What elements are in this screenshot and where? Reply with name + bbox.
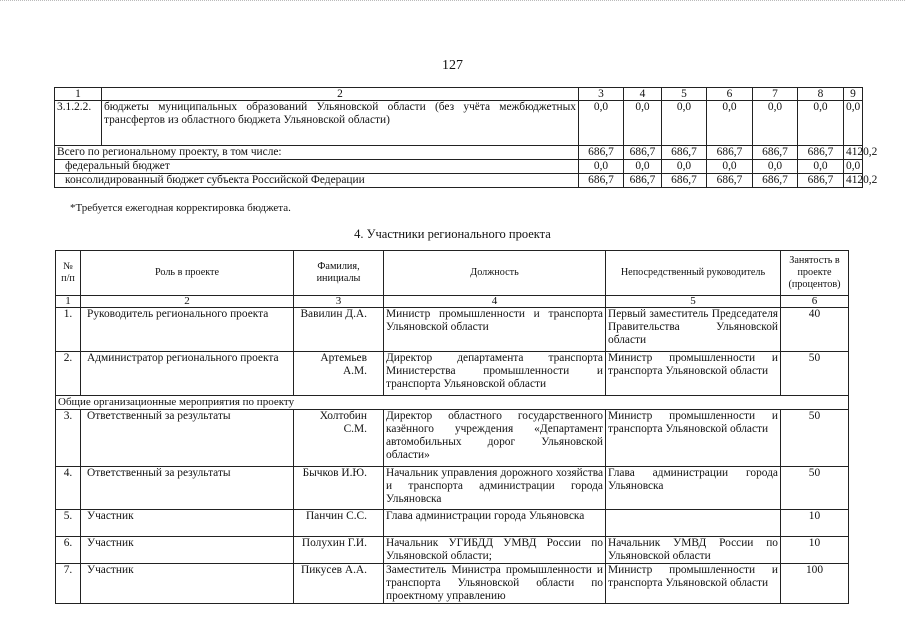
participants-number-cell: 3	[294, 296, 384, 308]
budget-value-cell: 0,0	[579, 101, 624, 146]
budget-header-cell: 5	[662, 88, 707, 101]
participant-name: Панчин С.С.	[294, 510, 384, 537]
participant-name: Холтобин С.М.	[294, 410, 384, 467]
participant-employment: 100	[781, 564, 849, 604]
budget-value-cell: 0,0	[844, 160, 863, 174]
budget-row	[55, 160, 863, 174]
participant-name: Пикусев А.А.	[294, 564, 384, 604]
footnote: *Требуется ежегодная корректировка бюджета.	[70, 202, 291, 214]
participant-number: 2.	[56, 352, 81, 396]
budget-value-cell: 0,0	[844, 101, 863, 146]
participant-name: Бычков И.Ю.	[294, 467, 384, 510]
participant-supervisor: Министр промышленности и транспорта Ульяновской области	[606, 564, 781, 604]
participant-role-cell	[81, 537, 294, 564]
participant-position: Заместитель Министра промышленности и транспорта Ульяновской области по проектному управлению	[384, 564, 606, 604]
participant-row	[56, 467, 849, 510]
participant-role: Участник	[87, 537, 134, 549]
budget-value-cell: 0,0	[579, 160, 624, 174]
participant-role: Ответственный за результаты	[87, 467, 231, 479]
budget-row	[55, 146, 863, 160]
participant-role: Администратор регионального проекта	[87, 352, 279, 364]
participants-header-cell: Непосредственный руководитель	[606, 251, 781, 296]
budget-table	[54, 87, 878, 188]
budget-value-cell: 686,7	[753, 174, 798, 188]
budget-name-cell: Всего по региональному проекту, в том числе:	[55, 146, 579, 160]
budget-value-cell: 0,0	[624, 160, 662, 174]
budget-header-row	[55, 88, 863, 101]
participant-name: Артемьев А.М.	[294, 352, 384, 396]
participant-number: 1.	[56, 308, 81, 352]
participant-supervisor	[606, 510, 781, 537]
participant-role-cell	[81, 410, 294, 467]
participants-header-cell: Должность	[384, 251, 606, 296]
participant-supervisor: Глава администрации города Ульяновска	[606, 467, 781, 510]
participant-name: Вавилин Д.А.	[294, 308, 384, 352]
budget-value-cell: 686,7	[707, 146, 753, 160]
budget-value-cell: 4120,2	[844, 146, 863, 160]
participant-supervisor: Начальник УМВД России по Ульяновской области	[606, 537, 781, 564]
budget-value-cell: 0,0	[798, 101, 844, 146]
section-title: 4. Участники регионального проекта	[354, 227, 551, 241]
page-top-edge	[0, 0, 905, 6]
participant-role-cell	[81, 564, 294, 604]
participant-position: Директор областного государственного казённого учреждения «Департамент автомобильных дорог Ульяновской области»	[384, 410, 606, 467]
budget-value-cell: 0,0	[662, 101, 707, 146]
participants-number-row	[56, 296, 849, 308]
participants-header-cell: № п/п	[56, 251, 81, 296]
participants-header-row	[56, 251, 849, 296]
budget-name-cell: консолидированный бюджет субъекта Российской Федерации	[55, 174, 579, 188]
budget-value-cell: 686,7	[624, 146, 662, 160]
participant-role: Руководитель регионального проекта	[87, 308, 269, 320]
participant-position: Министр промышленности и транспорта Ульяновской области	[384, 308, 606, 352]
budget-value-cell: 686,7	[753, 146, 798, 160]
budget-value-cell: 686,7	[624, 174, 662, 188]
budget-name-cell: бюджеты муниципальных образований Ульяновской области (без учёта межбюджетных трансфертов из областного бюджета Ульяновской области)	[102, 101, 579, 146]
budget-header-cell: 7	[753, 88, 798, 101]
participant-number: 6.	[56, 537, 81, 564]
budget-value-cell: 686,7	[798, 174, 844, 188]
participant-row	[56, 308, 849, 352]
budget-header-cell: 6	[707, 88, 753, 101]
budget-value-cell: 686,7	[579, 174, 624, 188]
budget-header-cell: 4	[624, 88, 662, 101]
participant-number: 5.	[56, 510, 81, 537]
participant-role-cell	[81, 352, 294, 396]
budget-value-cell: 0,0	[798, 160, 844, 174]
participants-number-cell: 1	[56, 296, 81, 308]
budget-value-cell: 0,0	[707, 101, 753, 146]
participant-role: Участник	[87, 510, 134, 522]
participant-employment: 50	[781, 352, 849, 396]
participant-employment: 10	[781, 510, 849, 537]
participant-number: 3.	[56, 410, 81, 467]
participants-header-cell: Занятость в проекте (процентов)	[781, 251, 849, 296]
budget-value-cell: 686,7	[662, 174, 707, 188]
page-number: 127	[442, 58, 463, 73]
participant-role: Ответственный за результаты	[87, 410, 231, 422]
budget-value-cell: 686,7	[579, 146, 624, 160]
budget-value-cell: 0,0	[753, 101, 798, 146]
budget-value-cell: 4120,2	[844, 174, 863, 188]
participant-row	[56, 510, 849, 537]
budget-value-cell: 0,0	[707, 160, 753, 174]
budget-value-cell: 0,0	[753, 160, 798, 174]
participant-role-cell	[81, 510, 294, 537]
participant-employment: 50	[781, 467, 849, 510]
budget-value-cell: 686,7	[707, 174, 753, 188]
budget-value-cell: 686,7	[662, 146, 707, 160]
participant-employment: 10	[781, 537, 849, 564]
budget-value-cell: 0,0	[662, 160, 707, 174]
participant-row	[56, 410, 849, 467]
participant-number: 7.	[56, 564, 81, 604]
budget-code-cell: 3.1.2.2.	[55, 101, 102, 146]
participant-position: Начальник управления дорожного хозяйства и транспорта администрации города Ульяновска	[384, 467, 606, 510]
participants-number-cell: 2	[81, 296, 294, 308]
participant-role-cell	[81, 308, 294, 352]
participant-row	[56, 537, 849, 564]
participant-position: Начальник УГИБДД УМВД России по Ульяновской области;	[384, 537, 606, 564]
participant-employment: 50	[781, 410, 849, 467]
participant-name: Полухин Г.И.	[294, 537, 384, 564]
budget-header-cell: 2	[102, 88, 579, 101]
group-row	[56, 396, 849, 410]
budget-name-cell: федеральный бюджет	[55, 160, 579, 174]
participants-header-cell: Фамилия, инициалы	[294, 251, 384, 296]
group-title: Общие организационные мероприятия по проекту	[56, 396, 849, 410]
participants-number-cell: 6	[781, 296, 849, 308]
participant-position: Глава администрации города Ульяновска	[384, 510, 606, 537]
budget-header-cell: 8	[798, 88, 844, 101]
participant-row	[56, 352, 849, 396]
participant-role: Участник	[87, 564, 134, 576]
participant-supervisor: Министр промышленности и транспорта Ульяновской области	[606, 352, 781, 396]
participants-header-cell: Роль в проекте	[81, 251, 294, 296]
participant-role-cell	[81, 467, 294, 510]
budget-value-cell: 686,7	[798, 146, 844, 160]
participant-number: 4.	[56, 467, 81, 510]
participant-supervisor: Министр промышленности и транспорта Ульяновской области	[606, 410, 781, 467]
participant-row	[56, 564, 849, 604]
budget-header-cell: 9	[844, 88, 863, 101]
budget-value-cell: 0,0	[624, 101, 662, 146]
participant-supervisor: Первый заместитель Председателя Правительства Ульяновской области	[606, 308, 781, 352]
budget-row	[55, 174, 863, 188]
participant-employment: 40	[781, 308, 849, 352]
budget-row	[55, 101, 863, 146]
participant-position: Директор департамента транспорта Министерства промышленности и транспорта Ульяновской области	[384, 352, 606, 396]
budget-header-cell: 1	[55, 88, 102, 101]
participants-number-cell: 5	[606, 296, 781, 308]
participants-table	[55, 250, 849, 604]
participants-number-cell: 4	[384, 296, 606, 308]
budget-header-cell: 3	[579, 88, 624, 101]
